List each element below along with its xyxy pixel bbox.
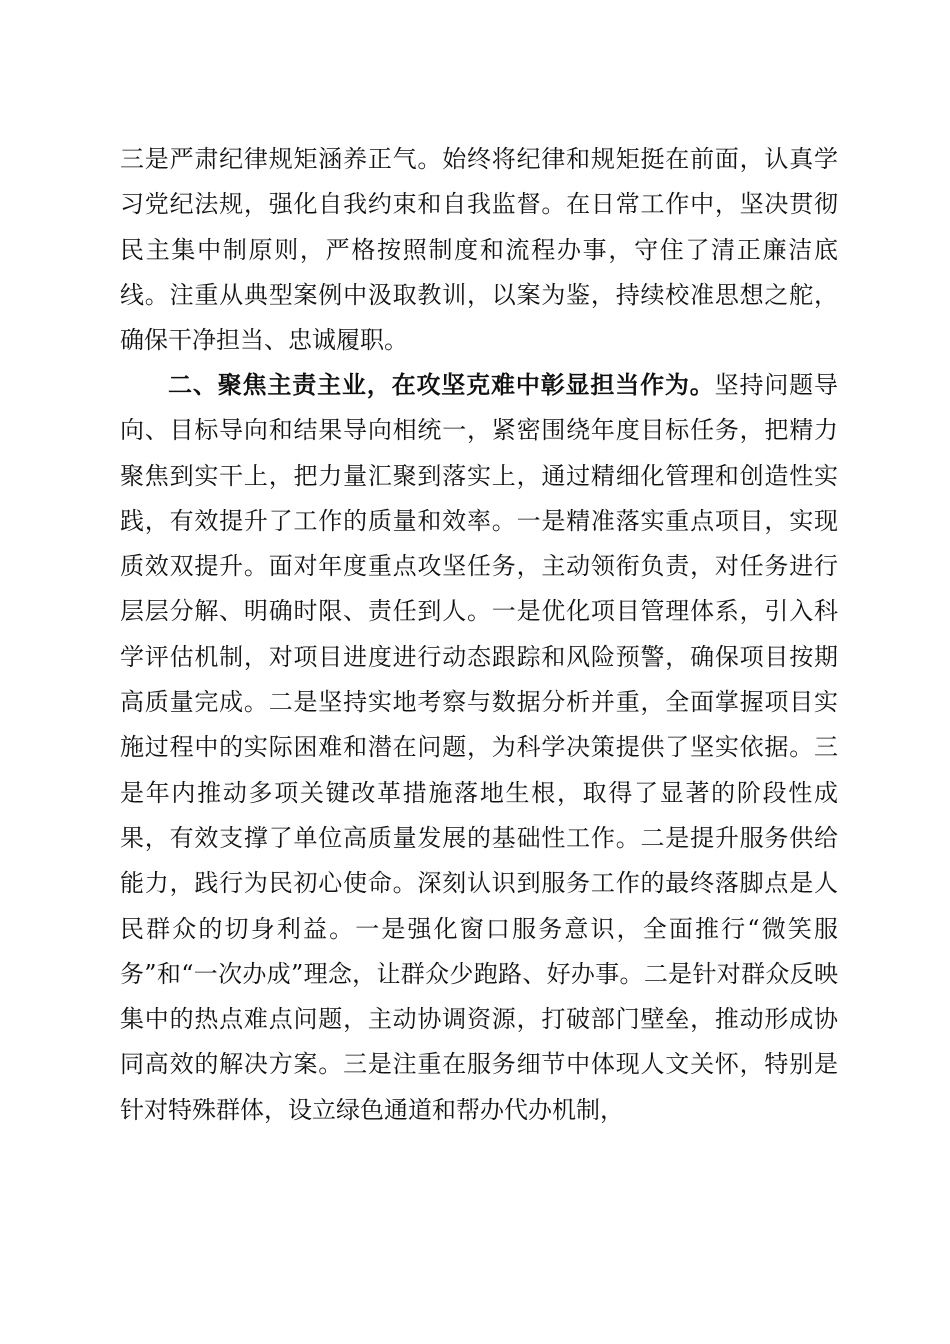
section-body: 坚持问题导向、目标导向和结果导向相统一，紧密围绕年度目标任务，把精力聚焦到实干上，把力量汇聚到落实上，通过精细化管理和创造性实践，有效提升了工作的质量和效率。一是精准落实重点项目，实现质效双提升。面对年度重点攻坚任务，主动领衔负责，对任务进行层层分解、明确时限、责任到人。一是优化项目管理体系，引入科学评估机制，对项目进度进行动态跟踪和风险预警，确保项目按期高质量完成。二是坚持实地考察与数据分析并重，全面掌握项目实施过程中的实际困难和潜在问题，为科学决策提供了坚实依据。三是年内推动多项关键改革措施落地生根，取得了显著的阶段性成果，有效支撑了单位高质量发展的基础性工作。二是提升服务供给能力，践行为民初心使命。深刻认识到服务工作的最终落脚点是人民群众的切身利益。一是强化窗口服务意识，全面推行“微笑服务”和“一次办成”理念，让群众少跑路、好办事。二是针对群众反映集中的热点难点问题，主动协调资源，打破部门壁垒，推动形成协同高效的解决方案。三是注重在服务细节中体现人文关怀，特别是针对特殊群体，设立绿色通道和帮办代办机制， bbox=[120, 371, 839, 1124]
paragraph-main-responsibility bbox=[120, 363, 838, 1133]
section-heading: 二、聚焦主责主业，在攻坚克难中彰显担当作为。 bbox=[168, 371, 715, 399]
paragraph-text bbox=[120, 363, 838, 1133]
paragraph-text: 三是严肃纪律规矩涵养正气。始终将纪律和规矩挺在前面，认真学习党纪法规，强化自我约束和自我监督。在日常工作中，坚决贯彻民主集中制原则，严格按照制度和流程办事，守住了清正廉洁底线。注重从典型案例中汲取教训，以案为鉴，持续校准思想之舵，确保干净担当、忠诚履职。 bbox=[120, 145, 838, 355]
paragraph-discipline bbox=[120, 137, 838, 363]
